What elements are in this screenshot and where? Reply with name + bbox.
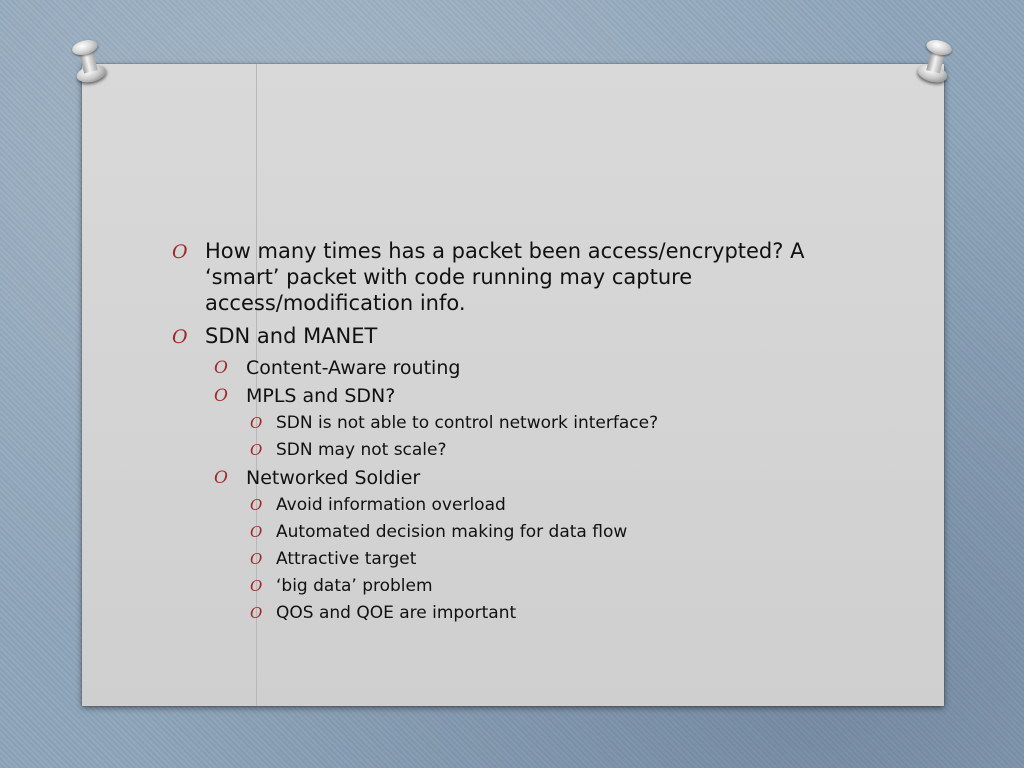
bullet-icon: O (250, 523, 263, 541)
bullet-text: Attractive target (276, 549, 417, 569)
sub-sub-bullet-item (172, 602, 872, 624)
bullet-icon: O (214, 468, 228, 488)
bullet-list (172, 238, 872, 624)
bullet-text: MPLS and SDN? (246, 385, 396, 407)
slide-content (172, 238, 872, 629)
bullet-icon: O (250, 441, 263, 459)
bullet-text: SDN and MANET (205, 324, 378, 348)
bullet-icon: O (214, 386, 228, 406)
sub-bullet-item (172, 356, 872, 380)
sub-bullet-item (172, 466, 872, 490)
sub-sub-bullet-item (172, 412, 872, 434)
pushpin-icon (913, 37, 958, 92)
bullet-text: Networked Soldier (246, 467, 421, 489)
sub-sub-bullet-item (172, 494, 872, 516)
bullet-icon: O (250, 604, 263, 622)
pushpin-icon (67, 37, 112, 92)
bullet-icon: O (172, 241, 188, 263)
bullet-item (172, 323, 872, 349)
bullet-text: How many times has a packet been access/encrypted? A ‘smart’ packet with code running may capture access/modification info. (205, 239, 805, 315)
bullet-text: QOS and QOE are important (276, 603, 517, 623)
bullet-icon: O (250, 496, 263, 514)
bullet-icon: O (214, 358, 228, 378)
bullet-text: ‘big data’ problem (276, 576, 433, 596)
bullet-text: SDN is not able to control network interface? (276, 413, 659, 433)
sub-sub-bullet-item (172, 575, 872, 597)
sub-sub-bullet-item (172, 521, 872, 543)
bullet-icon: O (172, 326, 188, 348)
bullet-item (172, 238, 872, 316)
bullet-icon: O (250, 414, 263, 432)
bullet-text: SDN may not scale? (276, 440, 447, 460)
sub-sub-bullet-item (172, 439, 872, 461)
bullet-icon: O (250, 550, 263, 568)
sub-sub-bullet-item (172, 548, 872, 570)
bullet-text: Automated decision making for data flow (276, 522, 628, 542)
bullet-text: Content-Aware routing (246, 357, 461, 379)
bullet-icon: O (250, 577, 263, 595)
sub-bullet-item (172, 384, 872, 408)
bullet-text: Avoid information overload (276, 495, 506, 515)
